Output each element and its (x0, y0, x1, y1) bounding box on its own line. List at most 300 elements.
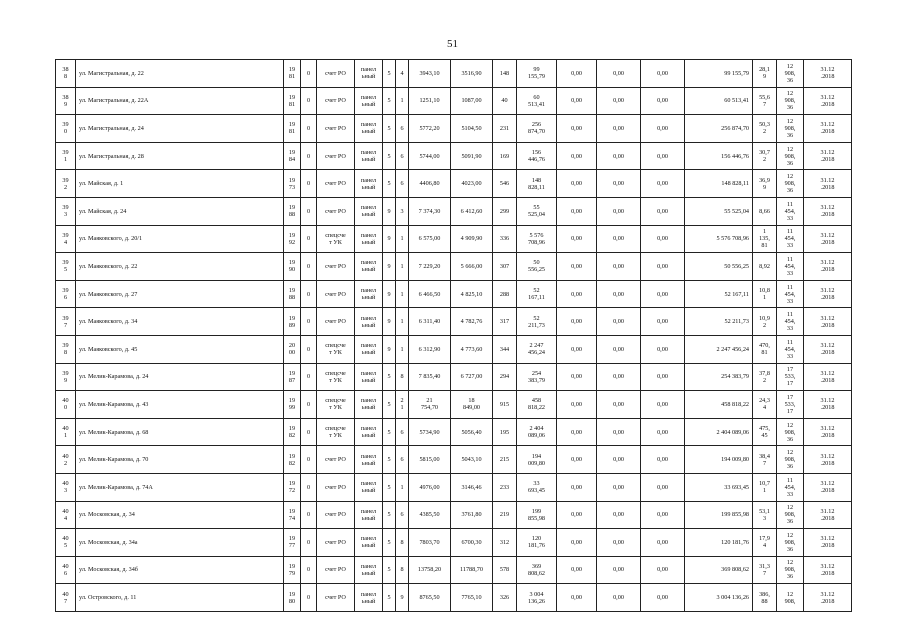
table-row (56, 225, 852, 253)
cell-year-built: 19 88 (284, 197, 301, 225)
cell-living-area: 5 666,00 (451, 253, 493, 281)
cell-account-type: счет РО (317, 584, 355, 612)
cell-collected-amount: 2 247 456,24 (517, 335, 557, 363)
cell-residents: 219 (493, 501, 517, 529)
cell-total-amount: 50 556,25 (685, 253, 753, 281)
cell-account-type: счет РО (317, 60, 355, 88)
cell-date: 31.12 .2018 (804, 529, 852, 557)
table-row (56, 418, 852, 446)
cell-collected-amount: 52 211,73 (517, 308, 557, 336)
cell-total-area: 7803,70 (409, 529, 451, 557)
cell-year-commissioned: 0 (301, 391, 317, 419)
cell-total-amount: 2 247 456,24 (685, 335, 753, 363)
cell-floors: 5 (383, 473, 396, 501)
cell-floors: 9 (383, 197, 396, 225)
cell-year-built: 20 00 (284, 335, 301, 363)
cell-amount-col-13: 0,00 (557, 280, 597, 308)
cell-living-area: 4 825,10 (451, 280, 493, 308)
cell-amount-col-14: 0,00 (597, 87, 641, 115)
cell-wall-material: панел ьный (355, 115, 383, 143)
cell-tariff: 12 908, 36 (777, 418, 804, 446)
cell-row-number: 40 1 (56, 418, 76, 446)
cell-per-sqm-value: 10,7 1 (753, 473, 777, 501)
cell-date: 31.12 .2018 (804, 308, 852, 336)
cell-living-area: 4023,00 (451, 170, 493, 198)
cell-residents: 546 (493, 170, 517, 198)
cell-living-area: 6 727,00 (451, 363, 493, 391)
cell-year-built: 19 90 (284, 253, 301, 281)
cell-total-amount: 99 155,79 (685, 60, 753, 88)
cell-collected-amount: 55 525,04 (517, 197, 557, 225)
cell-address: ул. Мелик-Карамова, д. 43 (76, 391, 284, 419)
cell-floors: 5 (383, 60, 396, 88)
cell-row-number: 39 4 (56, 225, 76, 253)
cell-floors: 5 (383, 501, 396, 529)
cell-floors: 9 (383, 280, 396, 308)
cell-amount-col-15: 0,00 (641, 280, 685, 308)
cell-amount-col-13: 0,00 (557, 197, 597, 225)
cell-living-area: 5091,90 (451, 142, 493, 170)
cell-amount-col-14: 0,00 (597, 170, 641, 198)
cell-year-built: 19 88 (284, 280, 301, 308)
cell-per-sqm-value: 55,6 7 (753, 87, 777, 115)
cell-floors: 5 (383, 363, 396, 391)
cell-address: ул. Островского, д. 11 (76, 584, 284, 612)
cell-account-type: счет РО (317, 529, 355, 557)
cell-wall-material: панел ьный (355, 418, 383, 446)
cell-entrances: 8 (396, 556, 409, 584)
cell-year-commissioned: 0 (301, 446, 317, 474)
cell-floors: 5 (383, 418, 396, 446)
cell-year-built: 19 80 (284, 584, 301, 612)
page-number: 51 (447, 38, 458, 50)
cell-row-number: 38 9 (56, 87, 76, 115)
cell-account-type: счет РО (317, 115, 355, 143)
cell-total-amount: 52 167,11 (685, 280, 753, 308)
cell-amount-col-14: 0,00 (597, 446, 641, 474)
cell-tariff: 17 533, 17 (777, 391, 804, 419)
cell-amount-col-13: 0,00 (557, 142, 597, 170)
cell-residents: 317 (493, 308, 517, 336)
cell-amount-col-14: 0,00 (597, 253, 641, 281)
cell-date: 31.12 .2018 (804, 60, 852, 88)
cell-account-type: счет РО (317, 280, 355, 308)
cell-date: 31.12 .2018 (804, 446, 852, 474)
cell-total-amount: 254 383,79 (685, 363, 753, 391)
cell-amount-col-14: 0,00 (597, 225, 641, 253)
cell-total-area: 4976,00 (409, 473, 451, 501)
cell-total-area: 5815,00 (409, 446, 451, 474)
cell-tariff: 12 908, 36 (777, 529, 804, 557)
cell-residents: 231 (493, 115, 517, 143)
cell-date: 31.12 .2018 (804, 170, 852, 198)
table-row (56, 115, 852, 143)
cell-total-area: 5734,90 (409, 418, 451, 446)
cell-amount-col-15: 0,00 (641, 197, 685, 225)
cell-amount-col-14: 0,00 (597, 501, 641, 529)
cell-address: ул. Мелик-Карамова, д. 74А (76, 473, 284, 501)
cell-address: ул. Мелик-Карамова, д. 70 (76, 446, 284, 474)
cell-year-built: 19 79 (284, 556, 301, 584)
cell-collected-amount: 256 874,70 (517, 115, 557, 143)
cell-floors: 9 (383, 225, 396, 253)
cell-address: ул. Маяковского, д. 45 (76, 335, 284, 363)
cell-living-area: 3146,46 (451, 473, 493, 501)
cell-amount-col-13: 0,00 (557, 584, 597, 612)
cell-account-type: спецсче т УК (317, 225, 355, 253)
cell-floors: 9 (383, 253, 396, 281)
cell-total-area: 7 374,30 (409, 197, 451, 225)
cell-living-area: 4 773,60 (451, 335, 493, 363)
cell-amount-col-14: 0,00 (597, 418, 641, 446)
cell-living-area: 5104,50 (451, 115, 493, 143)
cell-residents: 578 (493, 556, 517, 584)
cell-per-sqm-value: 30,7 2 (753, 142, 777, 170)
cell-amount-col-15: 0,00 (641, 363, 685, 391)
cell-address: ул. Мелик-Карамова, д. 68 (76, 418, 284, 446)
cell-row-number: 38 8 (56, 60, 76, 88)
cell-address: ул. Московская, д. 34а (76, 529, 284, 557)
cell-amount-col-13: 0,00 (557, 87, 597, 115)
cell-wall-material: панел ьный (355, 391, 383, 419)
cell-collected-amount: 458 818,22 (517, 391, 557, 419)
cell-address: ул. Маяковского, д. 20/1 (76, 225, 284, 253)
cell-tariff: 12 908, (777, 584, 804, 612)
cell-year-built: 19 77 (284, 529, 301, 557)
cell-floors: 5 (383, 584, 396, 612)
cell-tariff: 12 908, 36 (777, 170, 804, 198)
cell-row-number: 40 4 (56, 501, 76, 529)
cell-total-amount: 60 513,41 (685, 87, 753, 115)
cell-amount-col-13: 0,00 (557, 335, 597, 363)
cell-amount-col-14: 0,00 (597, 556, 641, 584)
cell-collected-amount: 369 808,62 (517, 556, 557, 584)
cell-amount-col-15: 0,00 (641, 391, 685, 419)
cell-per-sqm-value: 10,9 2 (753, 308, 777, 336)
cell-amount-col-15: 0,00 (641, 170, 685, 198)
cell-total-amount: 256 874,70 (685, 115, 753, 143)
cell-tariff: 12 908, 36 (777, 446, 804, 474)
cell-residents: 344 (493, 335, 517, 363)
cell-residents: 233 (493, 473, 517, 501)
cell-per-sqm-value: 10,8 1 (753, 280, 777, 308)
cell-residents: 40 (493, 87, 517, 115)
cell-entrances: 1 (396, 473, 409, 501)
cell-total-amount: 194 009,80 (685, 446, 753, 474)
cell-per-sqm-value: 31,3 7 (753, 556, 777, 584)
cell-wall-material: панел ьный (355, 225, 383, 253)
cell-date: 31.12 .2018 (804, 280, 852, 308)
cell-amount-col-13: 0,00 (557, 60, 597, 88)
cell-amount-col-15: 0,00 (641, 60, 685, 88)
cell-total-amount: 156 446,76 (685, 142, 753, 170)
cell-living-area: 4 782,76 (451, 308, 493, 336)
cell-total-area: 4406,80 (409, 170, 451, 198)
cell-amount-col-15: 0,00 (641, 335, 685, 363)
cell-year-built: 19 92 (284, 225, 301, 253)
cell-total-area: 6 312,90 (409, 335, 451, 363)
cell-tariff: 12 908, 36 (777, 142, 804, 170)
cell-collected-amount: 50 556,25 (517, 253, 557, 281)
cell-year-commissioned: 0 (301, 501, 317, 529)
cell-wall-material: панел ьный (355, 60, 383, 88)
cell-account-type: счет РО (317, 253, 355, 281)
cell-year-built: 19 82 (284, 446, 301, 474)
cell-floors: 9 (383, 335, 396, 363)
cell-amount-col-14: 0,00 (597, 308, 641, 336)
table-row (56, 446, 852, 474)
table-row (56, 501, 852, 529)
cell-wall-material: панел ьный (355, 473, 383, 501)
cell-total-area: 8765,50 (409, 584, 451, 612)
cell-total-amount: 458 818,22 (685, 391, 753, 419)
cell-amount-col-13: 0,00 (557, 501, 597, 529)
cell-amount-col-14: 0,00 (597, 584, 641, 612)
cell-total-amount: 5 576 708,96 (685, 225, 753, 253)
cell-address: ул. Московская, д. 34 (76, 501, 284, 529)
table-row (56, 142, 852, 170)
cell-year-commissioned: 0 (301, 60, 317, 88)
cell-residents: 195 (493, 418, 517, 446)
cell-row-number: 39 8 (56, 335, 76, 363)
cell-wall-material: панел ьный (355, 501, 383, 529)
cell-amount-col-15: 0,00 (641, 308, 685, 336)
cell-year-built: 19 87 (284, 363, 301, 391)
cell-living-area: 6 412,60 (451, 197, 493, 225)
cell-year-commissioned: 0 (301, 529, 317, 557)
cell-date: 31.12 .2018 (804, 501, 852, 529)
table-row (56, 335, 852, 363)
cell-residents: 148 (493, 60, 517, 88)
cell-row-number: 39 0 (56, 115, 76, 143)
cell-date: 31.12 .2018 (804, 197, 852, 225)
cell-collected-amount: 3 004 136,26 (517, 584, 557, 612)
cell-amount-col-15: 0,00 (641, 529, 685, 557)
cell-collected-amount: 254 383,79 (517, 363, 557, 391)
table-row (56, 253, 852, 281)
cell-account-type: спецсче т УК (317, 363, 355, 391)
cell-residents: 299 (493, 197, 517, 225)
cell-account-type: счет РО (317, 308, 355, 336)
cell-per-sqm-value: 475, 45 (753, 418, 777, 446)
cell-amount-col-14: 0,00 (597, 473, 641, 501)
cell-total-area: 4385,50 (409, 501, 451, 529)
cell-total-amount: 33 693,45 (685, 473, 753, 501)
cell-year-built: 19 74 (284, 501, 301, 529)
cell-entrances: 1 (396, 308, 409, 336)
cell-date: 31.12 .2018 (804, 556, 852, 584)
cell-total-area: 13758,20 (409, 556, 451, 584)
cell-row-number: 40 6 (56, 556, 76, 584)
cell-year-commissioned: 0 (301, 308, 317, 336)
cell-total-amount: 52 211,73 (685, 308, 753, 336)
cell-amount-col-15: 0,00 (641, 446, 685, 474)
cell-residents: 326 (493, 584, 517, 612)
cell-amount-col-13: 0,00 (557, 529, 597, 557)
cell-date: 31.12 .2018 (804, 473, 852, 501)
cell-year-built: 19 81 (284, 60, 301, 88)
cell-living-area: 5056,40 (451, 418, 493, 446)
cell-year-commissioned: 0 (301, 584, 317, 612)
cell-row-number: 40 3 (56, 473, 76, 501)
cell-wall-material: панел ьный (355, 87, 383, 115)
cell-account-type: спецсче т УК (317, 418, 355, 446)
cell-residents: 294 (493, 363, 517, 391)
cell-collected-amount: 33 693,45 (517, 473, 557, 501)
cell-collected-amount: 60 513,41 (517, 87, 557, 115)
cell-per-sqm-value: 386, 88 (753, 584, 777, 612)
cell-total-area: 3943,10 (409, 60, 451, 88)
cell-year-built: 19 73 (284, 170, 301, 198)
cell-per-sqm-value: 1 135, 81 (753, 225, 777, 253)
cell-amount-col-13: 0,00 (557, 253, 597, 281)
cell-wall-material: панел ьный (355, 253, 383, 281)
cell-total-area: 7 835,40 (409, 363, 451, 391)
cell-entrances: 6 (396, 501, 409, 529)
cell-wall-material: панел ьный (355, 280, 383, 308)
cell-account-type: счет РО (317, 556, 355, 584)
cell-wall-material: панел ьный (355, 556, 383, 584)
table-row (56, 529, 852, 557)
table-row (56, 60, 852, 88)
cell-address: ул. Магистральная, д. 22А (76, 87, 284, 115)
cell-collected-amount: 156 446,76 (517, 142, 557, 170)
cell-entrances: 3 (396, 197, 409, 225)
cell-per-sqm-value: 24,3 4 (753, 391, 777, 419)
cell-year-built: 19 81 (284, 87, 301, 115)
cell-floors: 5 (383, 556, 396, 584)
cell-wall-material: панел ьный (355, 529, 383, 557)
cell-wall-material: панел ьный (355, 335, 383, 363)
cell-amount-col-13: 0,00 (557, 391, 597, 419)
cell-total-amount: 369 808,62 (685, 556, 753, 584)
cell-floors: 5 (383, 391, 396, 419)
cell-collected-amount: 199 855,98 (517, 501, 557, 529)
cell-tariff: 12 908, 36 (777, 556, 804, 584)
cell-address: ул. Майская, д. 24 (76, 197, 284, 225)
cell-living-area: 1087,00 (451, 87, 493, 115)
cell-floors: 5 (383, 142, 396, 170)
cell-wall-material: панел ьный (355, 142, 383, 170)
cell-address: ул. Московская, д. 34б (76, 556, 284, 584)
cell-amount-col-15: 0,00 (641, 556, 685, 584)
cell-entrances: 4 (396, 60, 409, 88)
table-row (56, 473, 852, 501)
cell-entrances: 6 (396, 446, 409, 474)
cell-total-area: 5744,00 (409, 142, 451, 170)
cell-year-commissioned: 0 (301, 225, 317, 253)
cell-year-commissioned: 0 (301, 142, 317, 170)
table-row (56, 87, 852, 115)
table-row (56, 391, 852, 419)
table-row (56, 556, 852, 584)
cell-wall-material: панел ьный (355, 197, 383, 225)
cell-account-type: счет РО (317, 473, 355, 501)
cell-wall-material: панел ьный (355, 170, 383, 198)
cell-amount-col-15: 0,00 (641, 87, 685, 115)
cell-address: ул. Маяковского, д. 27 (76, 280, 284, 308)
cell-entrances: 2 1 (396, 391, 409, 419)
cell-living-area: 4 909,90 (451, 225, 493, 253)
cell-wall-material: панел ьный (355, 446, 383, 474)
cell-entrances: 1 (396, 225, 409, 253)
table-row (56, 308, 852, 336)
cell-wall-material: панел ьный (355, 308, 383, 336)
cell-tariff: 11 454, 33 (777, 197, 804, 225)
cell-entrances: 6 (396, 115, 409, 143)
cell-row-number: 40 0 (56, 391, 76, 419)
cell-amount-col-15: 0,00 (641, 418, 685, 446)
cell-address: ул. Магистральная, д. 28 (76, 142, 284, 170)
table-row (56, 584, 852, 612)
cell-date: 31.12 .2018 (804, 142, 852, 170)
cell-year-commissioned: 0 (301, 556, 317, 584)
cell-amount-col-14: 0,00 (597, 363, 641, 391)
cell-collected-amount: 194 009,80 (517, 446, 557, 474)
cell-floors: 5 (383, 87, 396, 115)
cell-entrances: 9 (396, 584, 409, 612)
cell-entrances: 8 (396, 363, 409, 391)
cell-amount-col-14: 0,00 (597, 142, 641, 170)
cell-account-type: счет РО (317, 197, 355, 225)
cell-year-commissioned: 0 (301, 280, 317, 308)
cell-per-sqm-value: 50,3 2 (753, 115, 777, 143)
cell-total-amount: 120 181,76 (685, 529, 753, 557)
cell-amount-col-15: 0,00 (641, 501, 685, 529)
cell-date: 31.12 .2018 (804, 391, 852, 419)
cell-address: ул. Маяковского, д. 34 (76, 308, 284, 336)
cell-entrances: 6 (396, 142, 409, 170)
cell-floors: 5 (383, 529, 396, 557)
cell-tariff: 17 533, 17 (777, 363, 804, 391)
cell-tariff: 12 908, 36 (777, 87, 804, 115)
cell-amount-col-14: 0,00 (597, 529, 641, 557)
cell-tariff: 11 454, 33 (777, 253, 804, 281)
cell-amount-col-14: 0,00 (597, 335, 641, 363)
cell-amount-col-13: 0,00 (557, 225, 597, 253)
cell-amount-col-14: 0,00 (597, 197, 641, 225)
cell-address: ул. Магистральная, д. 24 (76, 115, 284, 143)
cell-row-number: 40 5 (56, 529, 76, 557)
cell-account-type: спецсче т УК (317, 391, 355, 419)
cell-total-amount: 148 828,11 (685, 170, 753, 198)
cell-floors: 9 (383, 308, 396, 336)
cell-wall-material: панел ьный (355, 584, 383, 612)
cell-year-built: 19 99 (284, 391, 301, 419)
cell-date: 31.12 .2018 (804, 418, 852, 446)
cell-residents: 307 (493, 253, 517, 281)
cell-year-commissioned: 0 (301, 115, 317, 143)
cell-amount-col-13: 0,00 (557, 473, 597, 501)
cell-date: 31.12 .2018 (804, 584, 852, 612)
cell-entrances: 1 (396, 87, 409, 115)
cell-wall-material: панел ьный (355, 363, 383, 391)
cell-year-commissioned: 0 (301, 418, 317, 446)
cell-living-area: 3516,90 (451, 60, 493, 88)
cell-residents: 915 (493, 391, 517, 419)
cell-living-area: 6700,30 (451, 529, 493, 557)
cell-row-number: 39 6 (56, 280, 76, 308)
cell-living-area: 7765,10 (451, 584, 493, 612)
cell-tariff: 11 454, 33 (777, 335, 804, 363)
cell-row-number: 39 2 (56, 170, 76, 198)
cell-total-amount: 3 004 136,26 (685, 584, 753, 612)
cell-collected-amount: 99 155,79 (517, 60, 557, 88)
cell-address: ул. Магистральная, д. 22 (76, 60, 284, 88)
cell-amount-col-14: 0,00 (597, 280, 641, 308)
cell-tariff: 12 908, 36 (777, 501, 804, 529)
cell-row-number: 39 1 (56, 142, 76, 170)
